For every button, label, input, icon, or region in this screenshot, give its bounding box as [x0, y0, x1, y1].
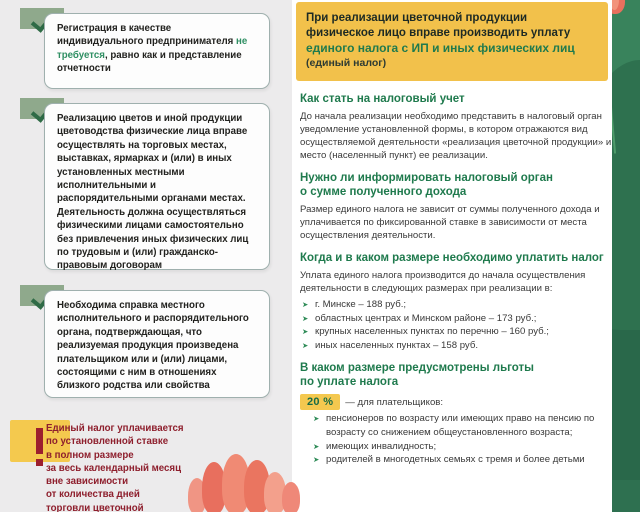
exclamation-dot — [36, 459, 43, 466]
warning-line: в полном размере — [46, 449, 134, 461]
section-income-reporting — [300, 171, 630, 242]
list-item: ➤ имеющих инвалидность; — [300, 440, 630, 454]
section-paragraph: Размер единого налога не зависит от суммы полученного дохода и уплачивается по фиксированной ставке в зависимости от места осуществления деятельности. — [300, 204, 600, 241]
section-heading — [300, 171, 630, 199]
list-item: ➤ областных центрах и Минском районе – 173 руб.; — [300, 312, 630, 326]
exclamation-bar — [36, 428, 43, 454]
card-text-highlight: не требуется — [57, 36, 248, 61]
card-text-after: , равно как и представление отчетности — [57, 49, 242, 75]
section-tax-benefits — [300, 361, 630, 466]
banner-line-2: физическое лицо вправе производить уплату — [306, 27, 571, 39]
card-text-before: Регистрация в качестве индивидуального предпринимателя — [57, 23, 237, 48]
warning-line: торговли цветочной — [46, 502, 144, 512]
section-heading — [300, 361, 630, 389]
banner-line-3: единого налога с ИП и иных физических лиц — [306, 41, 575, 55]
card-text — [57, 22, 259, 76]
card-text: Реализацию цветов и иной продукции цветоводства физические лица вправе осуществлять на торговых местах, выставках, ярмарках и (или) в иных установленных местными исполнительными и распорядительными органами местах. Деятельность должна осуществляться физическими лицами самостоятельно без привлечения иных физических лиц по трудовым и (или) гражданско-правовым договорам — [57, 113, 249, 272]
list-item: ➤ крупных населенных пунктах по перечню – 160 руб.; — [300, 325, 630, 339]
section-tax-registration — [300, 92, 630, 162]
list-item: ➤ родителей в многодетных семьях с тремя и более детьми — [300, 453, 630, 467]
payment-amount-list — [300, 298, 630, 352]
section-heading-line-1: Нужно ли информировать налоговый орган — [300, 172, 553, 184]
sections-container — [300, 92, 630, 476]
list-item: ➤ г. Минске – 188 руб.; — [300, 298, 630, 312]
warning-line: от количества дней — [46, 489, 140, 501]
percent-badge-caption: — для плательщиков: — [345, 396, 444, 408]
section-heading-line-1: В каком размере предусмотрены льготы — [300, 362, 534, 375]
section-paragraph: Уплата единого налога производится до начала осуществления деятельности в следующих размерах при реализации в: — [300, 270, 586, 294]
banner-line-4: (единый налог) — [306, 57, 387, 69]
section-heading: Как стать на налоговый учет — [300, 93, 465, 105]
warning-line: Единый налог уплачивается — [46, 423, 184, 434]
section-heading-line-2: о сумме полученного дохода — [300, 186, 467, 198]
benefit-category-list — [300, 412, 630, 466]
section-heading-line-2: по уплате налога — [300, 376, 399, 389]
banner-line-1: При реализации цветочной продукции — [306, 12, 528, 24]
card-sale-places — [44, 103, 270, 270]
list-item: ➤ пенсионеров по возрасту или имеющих право на пенсию по возрасту со снижением общеустановленного возраста; — [300, 412, 630, 439]
card-certificate — [44, 290, 270, 398]
warning-line: по установленной ставке — [46, 436, 169, 448]
section-heading: Когда и в каком размере необходимо уплатить налог — [300, 252, 604, 264]
card-text: Необходима справка местного исполнительного и распорядительного органа, подтверждающая, что реализуемая продукция произведена плательщиком или и (или) лицами, состоящими с ним в отношениях близкого родства или свойства — [57, 300, 249, 392]
tulip-bouquet-icon — [186, 452, 316, 512]
warning-line: вне зависимости — [46, 476, 129, 488]
card-registration — [44, 13, 270, 89]
warning-line: за весь календарный месяц — [46, 462, 182, 474]
section-payment-amounts — [300, 251, 630, 352]
list-item: ➤ иных населенных пунктах – 158 руб. — [300, 339, 630, 353]
percent-badge: 20 % — [300, 394, 340, 410]
header-banner — [296, 2, 608, 81]
benefit-rate-row — [300, 394, 630, 410]
section-paragraph: До начала реализации необходимо представить в налоговый орган уведомление установленной формы, в котором отражаются вид осуществляемой деятельности «реализация цветочной продукции» и место (населенный пункт) ее реализации. — [300, 111, 612, 161]
